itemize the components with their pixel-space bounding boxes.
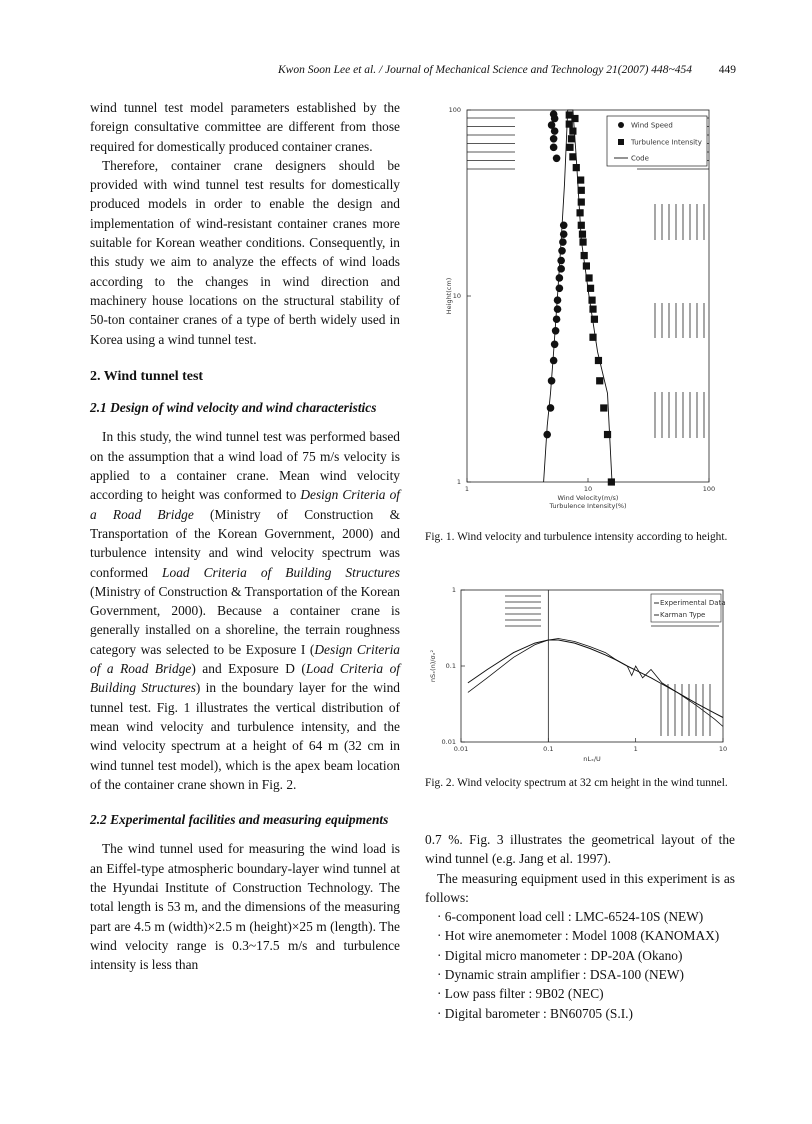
turbulence-point [569, 153, 576, 160]
x-axis-label: Wind Velocity(m/s) [557, 494, 619, 502]
wind-speed-point [551, 127, 559, 135]
wind-speed-point [560, 230, 568, 238]
equipment-item: · Digital micro manometer : DP-20A (Okano) [437, 947, 683, 963]
wind-speed-point [550, 135, 558, 143]
page-number: 449 [718, 64, 736, 76]
turbulence-point [577, 176, 584, 183]
legend-label: Experimental Data [660, 599, 726, 607]
equipment-item: · Dynamic strain amplifier : DSA-100 (NEW) [437, 967, 684, 983]
y-tick-label: 0.1 [445, 662, 456, 670]
y-tick-label: 100 [448, 106, 461, 114]
turbulence-point [583, 262, 590, 269]
wind-speed-point [558, 247, 566, 255]
x-tick-label: 0.1 [543, 745, 554, 753]
wind-speed-point [556, 285, 564, 293]
legend-label: Turbulence Intensity [631, 138, 702, 147]
turbulence-point [581, 252, 588, 259]
turbulence-point [591, 316, 598, 323]
x-axis-label: nLₓ/U [583, 755, 601, 763]
paragraph: Therefore, container crane designers should be provided with wind tunnel test results for domestically produced models in order to enable the design and implementation of wind-resistant container cranes more suitable for Korean weather conditions. Consequently, in this study we aim to analyze the effects of wind loads according to the changes in wind direction and machinery house locations on the structural stability of 50-ton container cranes of a type of berth widely used in Korea using a wind tunnel test. [90, 157, 400, 347]
paragraph: 0.7 %. Fig. 3 illustrates the geometrical layout of the wind tunnel (e.g. Jang et al. 1997). [425, 832, 735, 867]
wind-speed-point [557, 265, 565, 273]
figure-2 [425, 582, 735, 768]
turbulence-point [569, 128, 576, 135]
wind-speed-point [553, 154, 561, 162]
x-tick-label: 10 [718, 745, 728, 753]
turbulence-point [576, 209, 583, 216]
fig2-chart [425, 582, 735, 768]
paragraph: The measuring equipment used in this experiment is as follows: [425, 870, 735, 905]
paragraph: wind tunnel test model parameters established by the foreign consultative committee are different from those required for domestically produced container cranes. [90, 100, 400, 154]
turbulence-point [588, 297, 595, 304]
equipment-item: · 6-component load cell : LMC-6524-10S (NEW) [437, 909, 704, 925]
turbulence-point [566, 120, 573, 127]
karman-type-line [468, 640, 723, 718]
wind-speed-point [551, 340, 559, 348]
wind-speed-point [552, 327, 560, 335]
turbulence-point [578, 198, 585, 205]
turbulence-point [587, 285, 594, 292]
turbulence-point [579, 238, 586, 245]
wind-speed-point [554, 305, 562, 313]
wind-speed-point [548, 377, 556, 385]
y-axis-label: Height(cm) [445, 277, 453, 315]
wind-speed-point [550, 357, 558, 365]
wind-speed-point [550, 144, 558, 152]
wind-speed-point [559, 238, 567, 246]
turbulence-point [596, 377, 603, 384]
turbulence-point [578, 222, 585, 229]
figure-2-caption: Fig. 2. Wind velocity spectrum at 32 cm height in the wind tunnel. [425, 777, 728, 789]
paragraph: The wind tunnel used for measuring the wind load is an Eiffel-type atmospheric boundary-layer wind tunnel at the Hyundai Institute of Construction Technology. The total length is 53 m, and the dimensions of the measuring part are 4.5 m (width)×2.5 m (height)×25 m (length). The wind velocity range is 0.3~17.5 m/s and turbulence intensity is less than [90, 841, 400, 973]
turbulence-point [573, 164, 580, 171]
figure-1-caption: Fig. 1. Wind velocity and turbulence intensity according to height. [425, 531, 728, 543]
equipment-item: · Low pass filter : 9B02 (NEC) [437, 986, 604, 1002]
section-heading: 2. Wind tunnel test [90, 368, 204, 384]
wind-speed-point [553, 315, 561, 323]
turbulence-point [578, 187, 585, 194]
legend-label: Code [631, 154, 649, 163]
y-tick-label: 0.01 [441, 738, 456, 746]
running-header [90, 64, 736, 80]
turbulence-point [568, 135, 575, 142]
wind-speed-point [557, 257, 565, 265]
wind-speed-point [556, 274, 564, 282]
x-tick-label: 100 [702, 485, 716, 493]
legend-circle-marker [618, 122, 624, 128]
legend-label: Karman Type [660, 611, 706, 619]
equipment-item: · Digital barometer : BN60705 (S.I.) [437, 1005, 633, 1021]
wind-speed-point [560, 221, 568, 229]
journal-citation: Kwon Soon Lee et al. / Journal of Mechanical Science and Technology 21(2007) 448~454 [278, 64, 692, 76]
turbulence-point [579, 231, 586, 238]
subsection-heading: 2.2 Experimental facilities and measuring equipments [90, 812, 389, 828]
turbulence-point [566, 144, 573, 151]
wind-speed-point [547, 404, 555, 412]
x-tick-label: 1 [633, 745, 638, 753]
turbulence-point [604, 431, 611, 438]
subsection-heading: 2.1 Design of wind velocity and wind characteristics [90, 400, 377, 416]
turbulence-point [589, 306, 596, 313]
x-axis-label-2: Turbulence Intensity(%) [549, 502, 627, 510]
turbulence-point [589, 334, 596, 341]
x-tick-label: 1 [464, 485, 470, 493]
paragraph: In this study, the wind tunnel test was performed based on the assumption that a wind load of 75 m/s velocity is applied to a container crane. Mean wind velocity according to height was conformed to Design Criteria of a Road Bridge (Ministry of Construction & Transportation of the Korean Government, 2000) and turbulence intensity and wind velocity spectrum was conformed Load Criteria of Building Structures (Ministry of Construction & Transportation of the Korean Government, 2000). Because a container crane is generally installed on a shoreline, the terrain roughness category was selected to be Exposure I (Design Criteria of a Road Bridge) and Exposure D (Load Criteria of Building Structures) in the boundary layer for the wind tunnel test. Fig. 1 illustrates the vertical distribution of mean wind velocity and turbulence intensity, and the wind velocity spectrum at a height of 64 m (32 cm in wind tunnel test model), which is the apex beam location of the container crane shown in Fig. 2. [90, 429, 401, 792]
turbulence-point [595, 357, 602, 364]
wind-speed-point [543, 431, 551, 439]
left-column [90, 98, 400, 974]
turbulence-point [585, 274, 592, 281]
y-tick-label: 1 [451, 586, 456, 594]
right-column-text [425, 830, 735, 1023]
wind-speed-point [554, 296, 562, 304]
legend-square-marker [618, 139, 624, 145]
turbulence-point [608, 478, 615, 485]
x-tick-label: 0.01 [453, 745, 469, 753]
legend-label: Wind Speed [631, 121, 673, 130]
fig1-chart [425, 100, 735, 520]
turbulence-point [600, 404, 607, 411]
y-tick-label: 1 [456, 478, 461, 486]
figure-1 [425, 100, 735, 520]
experimental-data-line [468, 639, 723, 727]
equipment-item: · Hot wire anemometer : Model 1008 (KANOMAX) [437, 928, 720, 944]
y-tick-label: 10 [452, 292, 461, 300]
wind-speed-point [551, 115, 559, 123]
y-axis-label: nSₓ(n)/σₓ² [429, 649, 437, 683]
x-tick-label: 10 [583, 485, 593, 493]
